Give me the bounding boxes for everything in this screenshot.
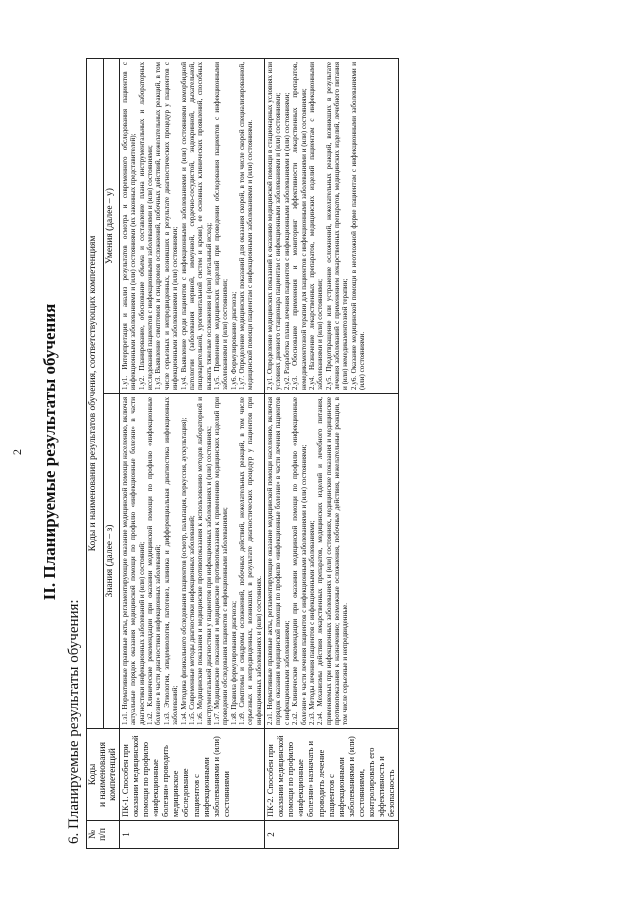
header-knowledge: Знания (далее – з) <box>103 394 120 729</box>
skills-cell <box>120 59 265 394</box>
row-number: 1 <box>120 821 265 849</box>
skill-item: 2.у3. Обоснование применения и мониторинг эффективности лекарственных препаратов, немедикаментозной терапии для пациентов с инфекционными заболеваниями и (или) состояниями; <box>291 62 308 390</box>
knowledge-item: 1.з8. Правила формулирования диагноза; <box>229 600 238 725</box>
knowledge-item: 1.з3. Этиология, эпидемиология, патогенез, клиника и дифференциальная диагностика инфекционных заболеваний; <box>162 397 180 725</box>
knowledge-cell <box>120 394 265 729</box>
skill-item: 2.у4. Назначение лекарственных препаратов, медицинских изделий пациентам с инфекционными заболеваниями и (или) состояниями; <box>307 62 325 390</box>
page-number: 2 <box>10 449 24 455</box>
header-code: Коды и наименования компетенций <box>87 729 120 821</box>
row-number: 2 <box>265 821 399 849</box>
knowledge-item: 2.з1. Нормативные правовые акты, регламентирующие оказание медицинской помощи населению, включая порядок оказания медицинской помощи по профилю «инфекционные болезни» в части лечения пациентов с инфекционными заболеваниями; <box>266 397 291 725</box>
competencies-table <box>86 58 399 849</box>
skill-item: 1.у2. Планирование, обоснование объема и составление плана инструментальных и лабораторных исследований пациентов с инфекционными заболеваниями и (или) состояниями; <box>137 62 155 390</box>
knowledge-item: 1.з4. Методика физикального обследования пациентов (осмотр, пальпация, перкуссия, аускультация); <box>179 417 188 725</box>
knowledge-item: 2.з2. Клинические рекомендации при оказании медицинской помощи по профилю «инфекционные болезни» в части лечения пациентов с инфекционными заболеваниями и (или) состояниями; <box>291 397 308 725</box>
skill-item: 2.у6. Оказание медицинской помощи в неотложной форме пациентам с инфекционными заболеваниями и (или) состояниями. <box>349 62 367 390</box>
table-row <box>265 59 399 849</box>
knowledge-item: 1.з7. Медицинские показания и медицинские противопоказания к применению медицинских изделий при проведении обследования пациентов с инфекционными заболеваниями; <box>212 397 230 725</box>
competency-code: ПК-2. Способен при оказании медицинской помощи по профилю «инфекционные болезни» назначать и проводить лечение пациентов с инфекционными заболеваниями и (или) состояниями, контролировать его эффективность и безопасность <box>265 729 399 821</box>
knowledge-item: 2.з3. Методы лечения пациентов с инфекционными заболеваниями; <box>307 520 316 725</box>
subsection-heading: 6. Планируемые результаты обучения: <box>66 599 82 844</box>
table-row <box>120 59 265 849</box>
skill-item: 1.у4. Выявление среди пациентов с инфекционными заболеваниями и (или) состояниями коморбидной патологии (заболевания нервной, иммунной, сердечно-сосудистой, эндокринной, дыхательной, пищеварительной, урогенитальной систем и крови), ее основных клинических проявлений, способных вызвать тяжелые осложнения и (или) летальный исход; <box>179 62 213 390</box>
skill-item: 1.у7. Определение медицинских показаний для оказания скорой, в том числе скорой специализированной, медицинской помощи пациентам с инфекционными заболеваниями и (или) состояниями. <box>238 62 255 390</box>
knowledge-item: 1.з2. Клинические рекомендации при оказании медицинской помощи по профилю «инфекционные болезни» в части диагностики инфекционных заболеваний; <box>146 397 163 725</box>
knowledge-cell <box>265 394 399 729</box>
knowledge-item: 1.з6. Медицинские показания и медицинские противопоказания к использованию методов лабораторной и инструментальной диагностики у пациентов при инфекционных заболеваниях и (или) состояниях; <box>196 397 213 725</box>
header-results: Коды и наименования результатов обучения, соответствующих компетенциям <box>87 59 104 729</box>
skill-item: 2.у5. Предотвращение или устранение осложнений, нежелательных реакций, возникших в результате лечения заболеваний с применением лекарственных препаратов, медицинских изделий, лечебного питания и (или) немедикаментозной терапии; <box>324 62 350 390</box>
section-heading: II. Планируемые результаты обучения <box>40 303 59 601</box>
skill-item: 1.у6. Формулирование диагноза; <box>229 291 238 390</box>
competency-code: ПК-1. Способен при оказании медицинской помощи по профилю «инфекционные болезни» проводить медицинское обследование пациентов с инфекционными заболеваниями и (или) состояниями <box>120 729 265 821</box>
table-header-row <box>87 59 104 849</box>
skill-item: 2.у1. Определение медицинских показаний к оказанию медицинской помощи в стационарных условиях или условиях дневного стационара пациентам с инфекционными заболеваниями и (или) состояниями; <box>266 62 283 390</box>
header-skills: Умения (далее – у) <box>103 59 120 394</box>
skill-item: 2.у2. Разработка плана лечения пациентов с инфекционными заболеваниями и (или) состояниями; <box>282 92 291 390</box>
knowledge-item: 2.з4. Механизмы действия лекарственных препаратов, медицинских изделий и лечебного питания, применяемых при инфекционных заболеваниях и (или) состояниях, медицинские показания и медицинские противопоказания к назначению; возможные осложнения, побочные действия, нежелательные реакции, в том числе серьезные и непредвиденные. <box>316 397 350 725</box>
header-num: № п/п <box>87 821 120 849</box>
skill-item: 1.у5. Применение медицинских изделий при проведении обследования пациентов с инфекционными заболеваниями и (или) состояниями; <box>212 62 230 390</box>
skills-cell <box>265 59 399 394</box>
knowledge-item: 1.з5. Современные методы диагностики инфекционных заболеваний; <box>187 515 196 725</box>
skill-item: 1.у1. Интерпретация и анализ результатов осмотра и современного обследования пациентов с инфекционными заболеваниями и (или) состояниями (их законных представителей); <box>121 62 138 390</box>
skill-item: 1.у3. Выявление симптомов и синдромов осложнений, побочных действий, нежелательных реакций, в том числе серьезных и непредвиденных, возникших в результате диагностических процедур у пациентов с инфекционными заболеваниями и (или) состояниями; <box>154 62 180 390</box>
knowledge-item: 1.з9. Симптомы и синдромы осложнений, побочных действий, нежелательных реакций, в том числе серьезных и непредвиденных, возникших в результате диагностических процедур у пациентов при инфекционных заболеваниях и (или) состояниях. <box>238 397 263 725</box>
knowledge-item: 1.з1. Нормативные правовые акты, регламентирующие оказание медицинской помощи населению, включая актуальные порядок оказания медицинской помощи по профилю «инфекционные болезни» в части диагностики инфекционных заболеваний и (или) состояний; <box>121 397 146 725</box>
